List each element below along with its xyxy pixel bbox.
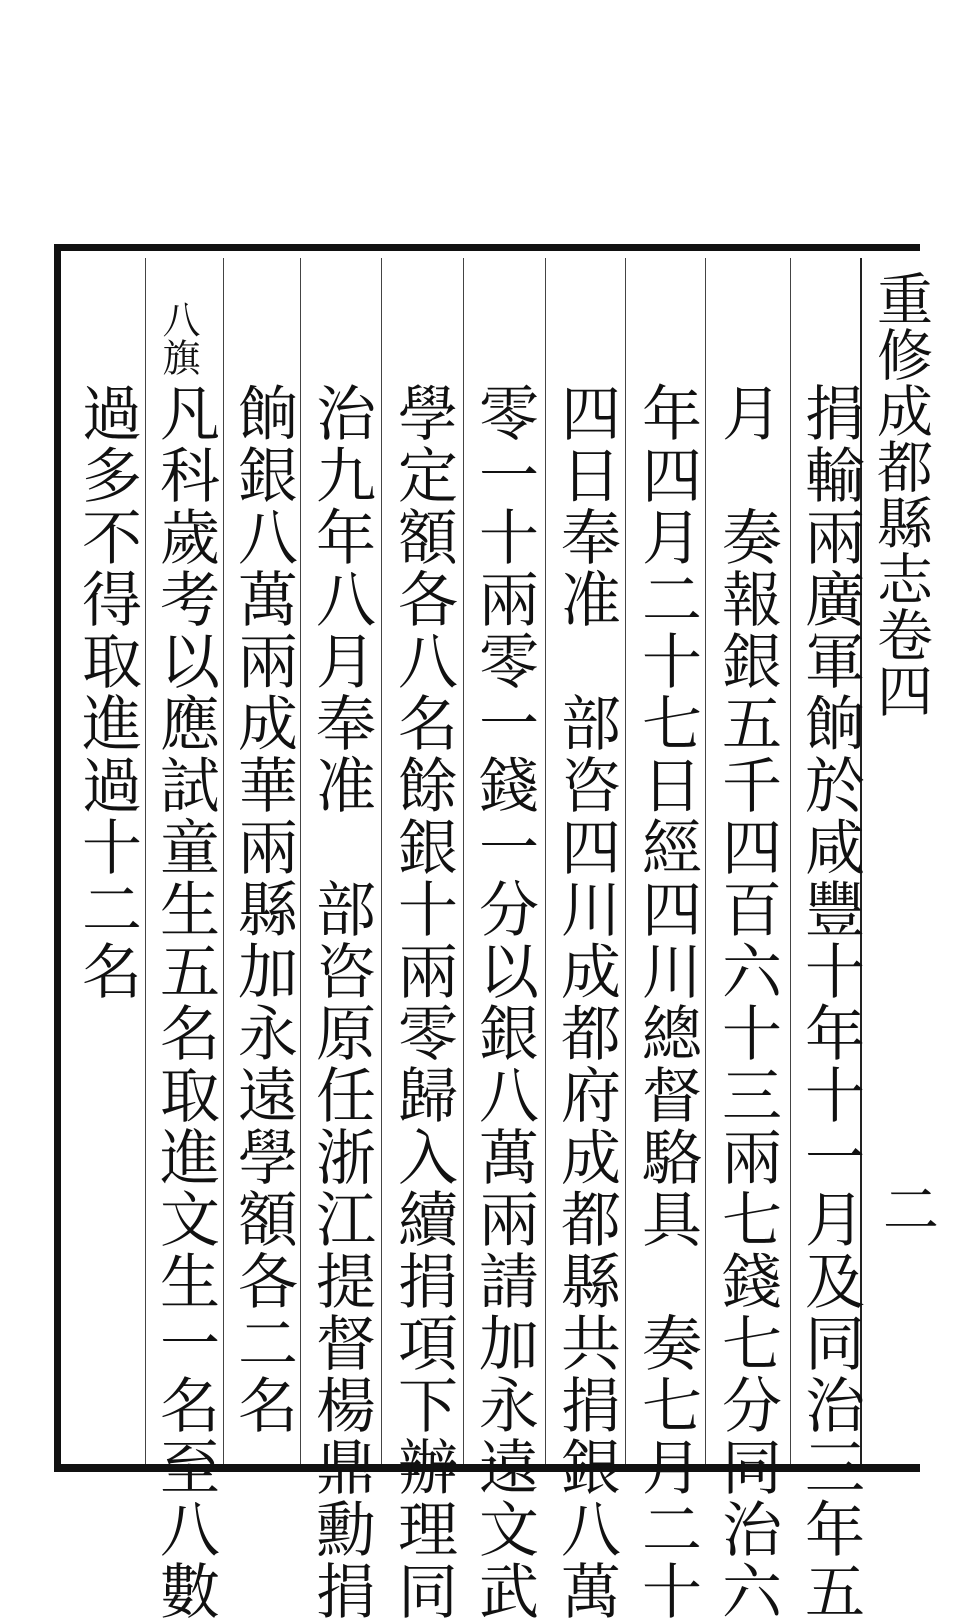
column-rule bbox=[223, 258, 224, 1464]
text-column: 零一十兩零一錢一分以銀八萬兩請加永遠文武 bbox=[469, 382, 539, 1622]
page-title: 重修成都縣志卷四 bbox=[868, 270, 933, 718]
column-rule bbox=[381, 258, 382, 1464]
text-column: 四日奉准 部咨四川成都府成都縣共捐銀八萬 bbox=[551, 382, 621, 1622]
column-rule bbox=[790, 258, 791, 1464]
text-column: 治九年八月奉准 部咨原任浙江提督楊鼎勳捐 bbox=[306, 382, 376, 1622]
leaf-number: 二 bbox=[874, 1180, 939, 1236]
text-column: 年四月二十七日經四川總督駱具 奏七月二十 bbox=[632, 382, 702, 1622]
column-rule bbox=[300, 258, 301, 1464]
text-column: 捐輸兩廣軍餉於咸豐十年十一月及同治三年五 bbox=[795, 382, 865, 1622]
text-column: 過多不得取進過十二名 bbox=[72, 382, 142, 1002]
text-column: 月 奏報銀五千四百六十三兩七錢七分同治六 bbox=[712, 382, 782, 1622]
column-rule bbox=[705, 258, 706, 1464]
column-rule bbox=[625, 258, 626, 1464]
text-column: 餉銀八萬兩成華兩縣加永遠學額各二名 bbox=[228, 382, 298, 1436]
small-annotation: 八旗 bbox=[156, 300, 200, 376]
text-column: 學定額各八名餘銀十兩零歸入續捐項下辦理同 bbox=[388, 382, 458, 1622]
column-rule bbox=[145, 258, 146, 1464]
column-rule bbox=[545, 258, 546, 1464]
text-column: 凡科歲考以應試童生五名取進文生一名至八數 bbox=[150, 382, 220, 1622]
column-rule bbox=[463, 258, 464, 1464]
